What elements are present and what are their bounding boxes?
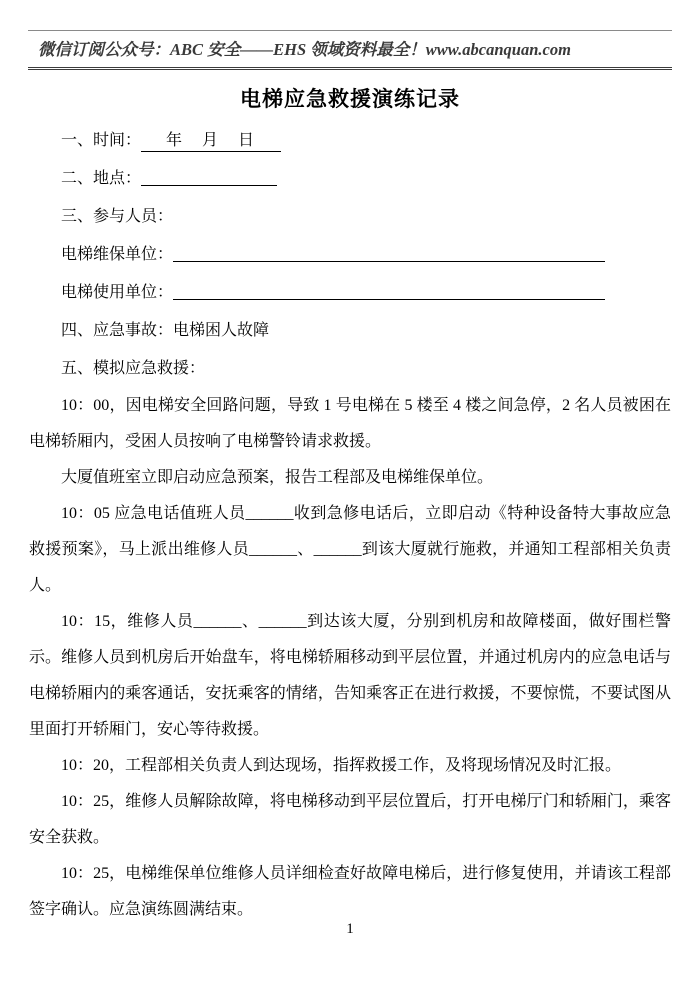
field-time-blank: 年 月 日 xyxy=(141,131,281,152)
field-time xyxy=(29,122,671,160)
page-title: 电梯应急救援演练记录 xyxy=(240,87,460,111)
field-location-label: 二、地点： xyxy=(61,170,142,187)
field-participants-label: 三、参与人员： xyxy=(61,208,174,225)
field-using-unit xyxy=(29,274,671,312)
field-maintenance-unit-blank xyxy=(173,242,605,262)
page-header xyxy=(28,30,672,70)
paragraph: 10：20，工程部相关负责人到达现场，指挥救援工作，及将现场情况及时汇报。 xyxy=(61,757,622,774)
field-maintenance-unit xyxy=(29,236,671,274)
paragraph: 大厦值班室立即启动应急预案，报告工程部及电梯维保单位。 xyxy=(61,469,494,486)
paragraph: 10：25，维修人员解除故障，将电梯移动到平层位置后，打开电梯厅门和轿厢门，乘客安全获救。 xyxy=(29,793,671,846)
field-simulation-label: 五、模拟应急救援： xyxy=(61,360,206,377)
field-participants xyxy=(29,198,671,236)
field-incident-value: 电梯困人故障 xyxy=(173,322,270,339)
field-location-blank xyxy=(141,166,277,186)
field-using-unit-blank xyxy=(173,280,605,300)
paragraph: 10：05 应急电话值班人员______收到急修电话后，立即启动《特种设备特大事故应急救援预案》，马上派出维修人员______、______到该大厦就行施救，并通知工程部相关负责人。 xyxy=(29,505,671,594)
field-incident xyxy=(29,312,671,350)
field-maintenance-unit-label: 电梯维保单位： xyxy=(61,246,174,263)
field-location xyxy=(29,160,671,198)
header-text: 微信订阅公众号：ABC 安全——EHS 领域资料最全！www.abcanquan.com xyxy=(38,40,571,59)
document-body xyxy=(0,84,700,928)
paragraph: 10：00，因电梯安全回路问题，导致 1 号电梯在 5 楼至 4 楼之间急停，2 名人员被困在电梯轿厢内，受困人员按响了电梯警铃请求救援。 xyxy=(29,397,671,450)
field-incident-label: 四、应急事故： xyxy=(61,322,174,339)
field-simulation xyxy=(29,350,671,388)
page-number: 1 xyxy=(346,921,354,937)
paragraph: 10：15，维修人员______、______到达该大厦，分别到机房和故障楼面，做好围栏警示。维修人员到机房后开始盘车，将电梯轿厢移动到平层位置，并通过机房内的应急电话与电梯轿厢内的乘客通话，安抚乘客的情绪，告知乘客正在进行救援，不要惊慌，不要试图从里面打开轿厢门，安心等待救援。 xyxy=(29,613,671,738)
field-time-label: 一、时间： xyxy=(61,132,142,149)
field-using-unit-label: 电梯使用单位： xyxy=(61,284,174,301)
paragraph: 10：25，电梯维保单位维修人员详细检查好故障电梯后，进行修复使用，并请该工程部签字确认。应急演练圆满结束。 xyxy=(29,865,671,918)
